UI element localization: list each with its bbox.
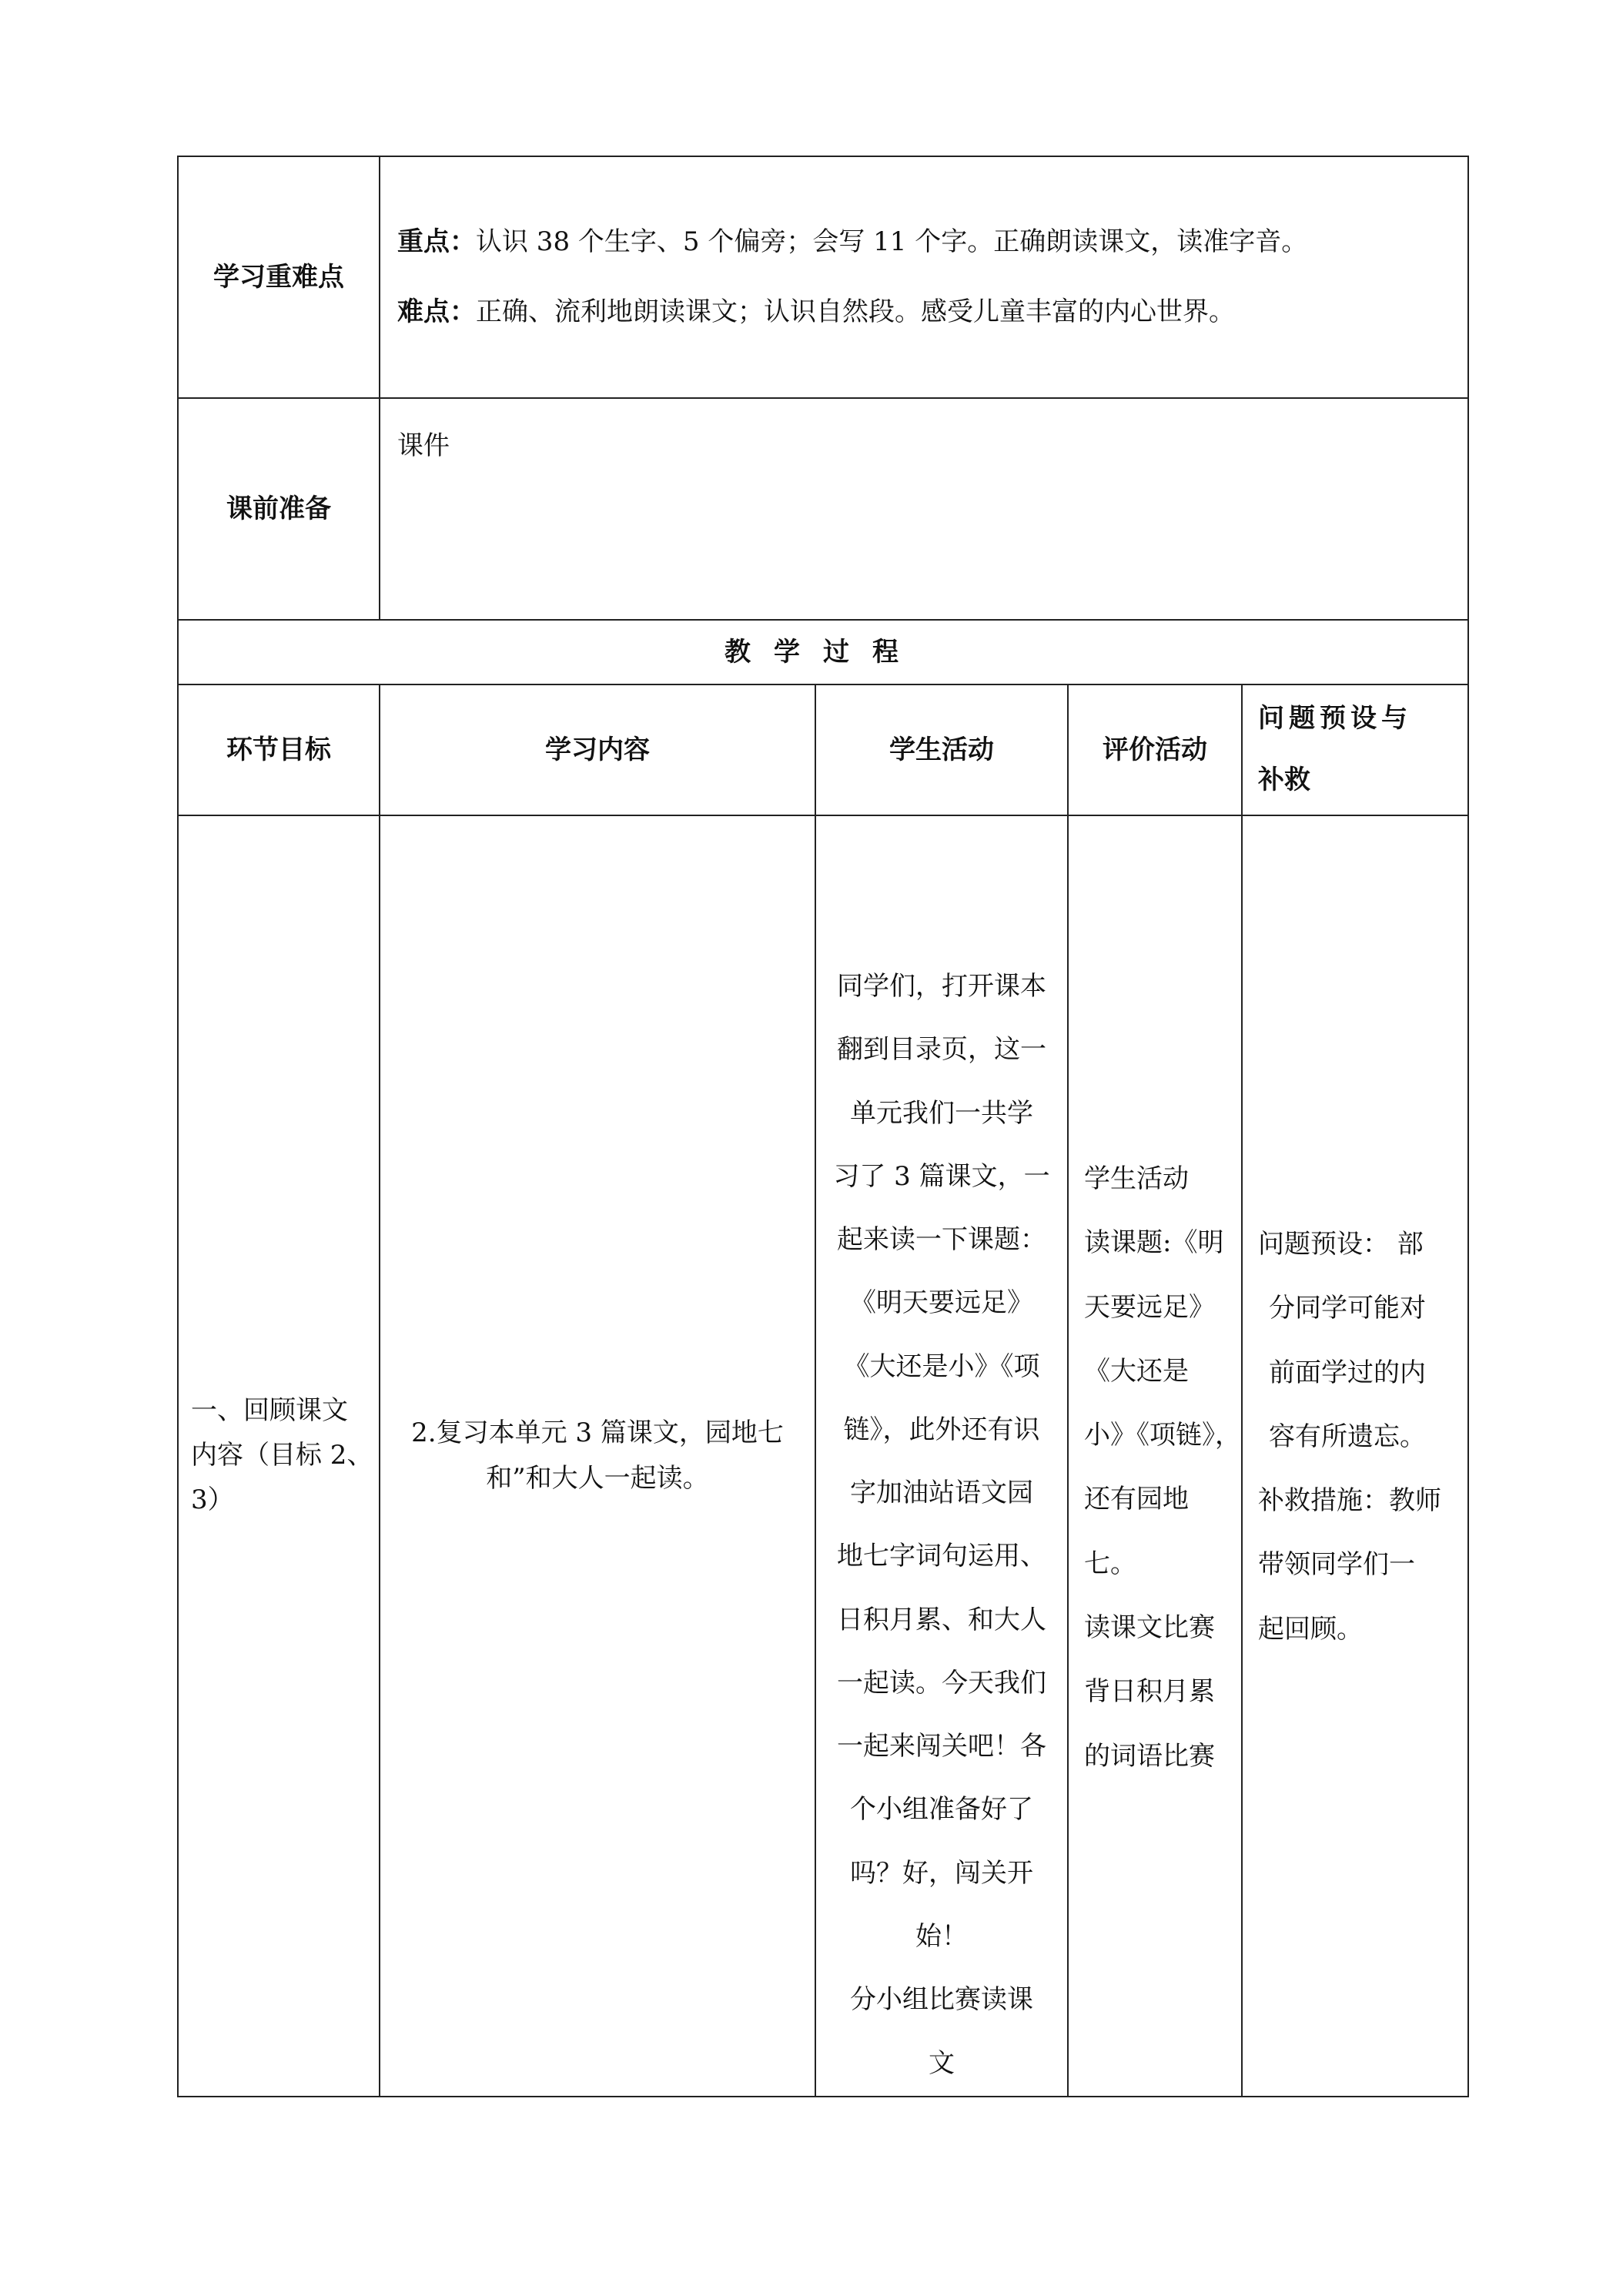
- row1-problem-line: 带领同学们一: [1258, 1549, 1415, 1581]
- row1-content-line: 和”和大人一起读。: [486, 1463, 709, 1494]
- header-problem: [1242, 684, 1468, 815]
- row1-eval-line: 还有园地: [1084, 1484, 1189, 1515]
- process-title: 教学过程: [178, 620, 1468, 684]
- row1-student-line: 习了 3 篇课文，一: [833, 1160, 1050, 1192]
- focus-label: 重点：: [397, 226, 476, 257]
- row1-content-line: 2.复习本单元 3 篇课文，园地七: [411, 1417, 784, 1448]
- focus-line: [380, 223, 1467, 262]
- difficulty-line: [380, 293, 1467, 332]
- row1-problem-line: 前面学过的内: [1269, 1357, 1426, 1388]
- row1-student-line: 一起读。今天我们: [837, 1667, 1046, 1699]
- row1-problem-line: 容有所遗忘。: [1269, 1421, 1426, 1452]
- row1-student-line: 始！: [915, 1920, 968, 1952]
- lesson-plan-table: [177, 156, 1469, 2097]
- row1-student-line: 地七字词句运用、: [837, 1541, 1046, 1572]
- row1-problem: [1242, 815, 1468, 2097]
- header-goal: 环节目标: [178, 684, 380, 815]
- row1-student: [815, 815, 1068, 2097]
- preparation-value: 课件: [380, 398, 1468, 620]
- row1-eval-line: 天要远足》: [1084, 1291, 1215, 1323]
- row1-eval-line: 七。: [1084, 1548, 1136, 1579]
- key-points-row: [178, 156, 1468, 398]
- key-points-cell: [380, 156, 1468, 398]
- row1-student-line: 单元我们一共学: [850, 1097, 1033, 1129]
- row1-goal-line: 3）: [191, 1484, 234, 1515]
- row1-goal-line: 一、回顾课文: [191, 1395, 348, 1427]
- difficulty-text: 正确、流利地朗读课文；认识自然段。感受儿童丰富的内心世界。: [476, 296, 1235, 327]
- preparation-label: 课前准备: [178, 398, 380, 620]
- row1-eval-line: 学生活动: [1084, 1163, 1189, 1194]
- row1-student-line: 分小组比赛读课: [850, 1984, 1033, 2016]
- row1-student-line: 文: [929, 2047, 955, 2079]
- row1-student-line: 链》，此外还有识: [843, 1414, 1040, 1445]
- row1-eval-line: 小》《项链》，: [1084, 1420, 1241, 1451]
- header-content: 学习内容: [380, 684, 815, 815]
- row1-eval-line: 读课题:《明: [1084, 1227, 1224, 1259]
- row1-student-line: 个小组准备好了: [850, 1794, 1033, 1826]
- row1-student-line: 吗？好，闯关开: [850, 1857, 1033, 1889]
- preparation-row: [178, 398, 1468, 620]
- difficulty-label: 难点：: [397, 296, 476, 327]
- row1-eval-line: 的词语比赛: [1084, 1740, 1215, 1772]
- row1-evaluation: [1068, 815, 1242, 2097]
- row1-student-line: 字加油站语文园: [850, 1478, 1033, 1509]
- row1-problem-line: 起回顾。: [1258, 1613, 1363, 1645]
- row1-goal-line: 内容（目标 2、: [191, 1440, 373, 1471]
- key-points-label: 学习重难点: [178, 156, 380, 398]
- header-problem-line1: 问题预设与: [1258, 703, 1412, 735]
- row1-student-line: 同学们，打开课本: [837, 971, 1046, 1002]
- row1-eval-line: 读课文比赛: [1084, 1612, 1215, 1644]
- row1-problem-line: 问题预设： 部: [1258, 1229, 1424, 1260]
- focus-text: 认识 38 个生字、5 个偏旁；会写 11 个字。正确朗读课文，读准字音。: [476, 226, 1308, 257]
- row1-eval-line: 背日积月累: [1084, 1676, 1215, 1708]
- header-row: [178, 684, 1468, 815]
- row1-problem-line: 补救措施：教师: [1258, 1485, 1441, 1517]
- header-problem-line2: 补救: [1258, 765, 1310, 795]
- row1-student-line: 《大还是小》《项: [843, 1350, 1040, 1382]
- header-evaluation: 评价活动: [1068, 684, 1242, 815]
- row1-problem-line: 分同学可能对: [1269, 1293, 1426, 1324]
- row1-eval-line: 《大还是: [1084, 1355, 1189, 1387]
- table-row: [178, 815, 1468, 2097]
- header-student: 学生活动: [815, 684, 1068, 815]
- row1-student-line: 日积月累、和大人: [837, 1604, 1046, 1635]
- row1-student-line: 翻到目录页，这一: [837, 1034, 1046, 1066]
- process-title-row: [178, 620, 1468, 684]
- row1-student-line: 《明天要远足》: [850, 1287, 1033, 1319]
- row1-student-line: 一起来闯关吧！各: [837, 1731, 1046, 1762]
- row1-goal: [178, 815, 380, 2097]
- row1-content: [380, 815, 815, 2097]
- row1-student-line: 起来读一下课题：: [837, 1224, 1046, 1256]
